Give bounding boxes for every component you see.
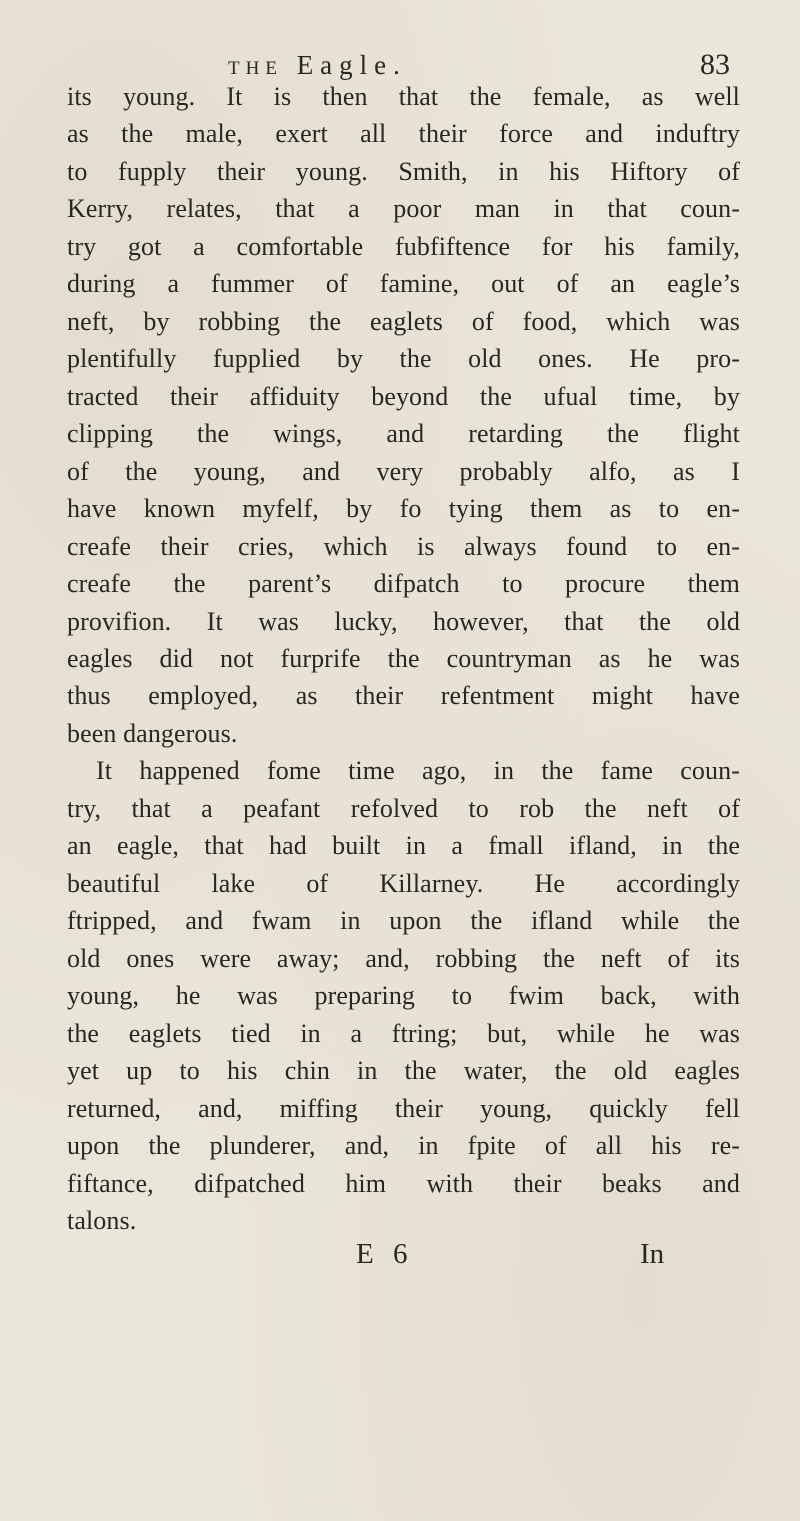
text-line: to fupply their young. Smith, in his Hiftory of: [67, 157, 740, 186]
text-line: try, that a peafant refolved to rob the neft of: [67, 794, 740, 823]
text-line: plentifully fupplied by the old ones. He pro-: [67, 344, 740, 373]
text-line: been dangerous.: [67, 719, 238, 748]
text-line: thus employed, as their refentment might have: [67, 681, 740, 710]
text-line: the eaglets tied in a ftring; but, while he was: [67, 1019, 740, 1048]
text-line: beautiful lake of Killarney. He accordingly: [67, 869, 740, 898]
text-line: creafe their cries, which is always found to en-: [67, 532, 740, 561]
running-head: [228, 50, 407, 81]
text-line: young, he was preparing to fwim back, with: [67, 981, 740, 1010]
text-line: as the male, exert all their force and induftry: [67, 119, 740, 148]
text-line: clipping the wings, and retarding the flight: [67, 419, 740, 448]
text-line: yet up to his chin in the water, the old eagles: [67, 1056, 740, 1085]
text-line: old ones were away; and, robbing the neft of its: [67, 944, 740, 973]
running-head-prefix: THE: [228, 58, 283, 79]
running-head-title: Eagle.: [296, 50, 407, 80]
page-footer: [0, 1238, 800, 1278]
text-line: have known myfelf, by fo tying them as to en-: [67, 494, 740, 523]
text-line: provifion. It was lucky, however, that the old: [67, 607, 740, 636]
text-line: its young. It is then that the female, as well: [67, 82, 740, 111]
text-line: ftripped, and fwam in upon the ifland while the: [67, 906, 740, 935]
text-line: Kerry, relates, that a poor man in that coun-: [67, 194, 740, 223]
text-line: tracted their affiduity beyond the ufual time, by: [67, 382, 740, 411]
text-line: upon the plunderer, and, in fpite of all his re-: [67, 1131, 740, 1160]
text-line: fiftance, difpatched him with their beaks and: [67, 1169, 740, 1198]
text-line: creafe the parent’s difpatch to procure them: [67, 569, 740, 598]
text-line: talons.: [67, 1206, 137, 1235]
text-line: of the young, and very probably alfo, as I: [67, 457, 740, 486]
catchword: In: [640, 1238, 665, 1270]
text-line: during a fummer of famine, out of an eagle’s: [67, 269, 740, 298]
text-line: an eagle, that had built in a fmall ifland, in the: [67, 831, 740, 860]
signature-mark: E 6: [356, 1238, 414, 1270]
page-number: 83: [700, 48, 730, 81]
text-line: neft, by robbing the eaglets of food, which was: [67, 307, 740, 336]
text-line: eagles did not furprife the countryman as he was: [67, 644, 740, 673]
text-line: returned, and, miffing their young, quickly fell: [67, 1094, 740, 1123]
text-line: try got a comfortable fubfiftence for his family,: [67, 232, 740, 261]
text-line: It happened fome time ago, in the fame coun-: [96, 756, 740, 785]
